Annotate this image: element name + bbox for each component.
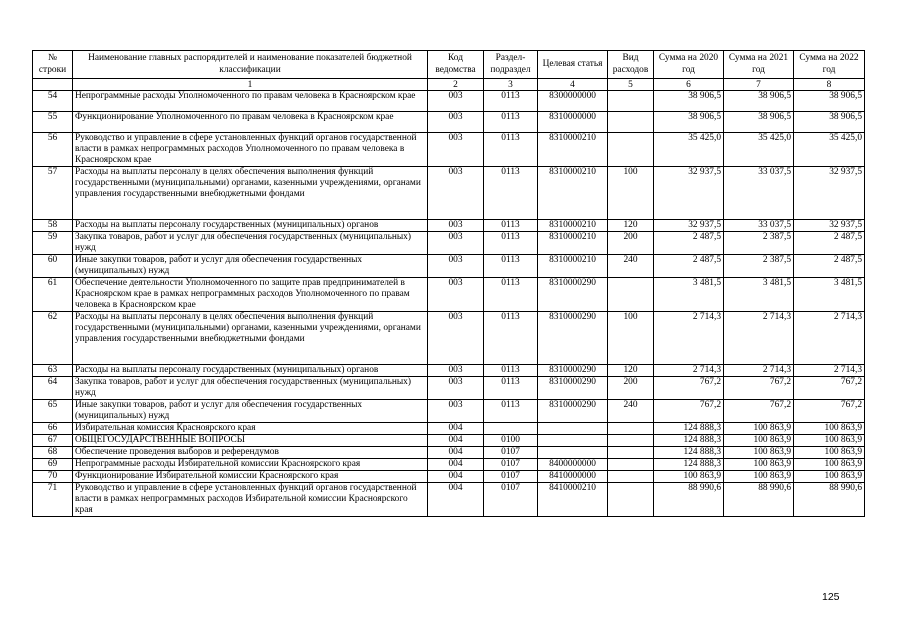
- sum-2022-cell: 3 481,5: [794, 278, 865, 312]
- row-name-cell: Функционирование Уполномоченного по правам человека в Красноярском крае: [73, 112, 428, 133]
- table-row: [33, 232, 865, 255]
- column-number: 6: [654, 79, 724, 91]
- row-number-cell: 62: [33, 312, 73, 365]
- row-number-cell: 61: [33, 278, 73, 312]
- sum-2020-cell: 124 888,3: [654, 435, 724, 447]
- sum-2022-cell: 100 863,9: [794, 447, 865, 459]
- row-number-cell: 68: [33, 447, 73, 459]
- section-cell: 0113: [484, 220, 538, 232]
- department-code-cell: 003: [428, 91, 484, 112]
- department-code-cell: 003: [428, 255, 484, 278]
- sum-2021-cell: 2 387,5: [724, 255, 794, 278]
- expense-type-cell: 120: [608, 365, 654, 377]
- row-name-cell: Непрограммные расходы Уполномоченного по правам человека в Красноярском крае: [73, 91, 428, 112]
- row-name-cell: Иные закупки товаров, работ и услуг для обеспечения государственных (муниципальных) нужд: [73, 255, 428, 278]
- sum-2021-cell: 2 387,5: [724, 232, 794, 255]
- column-number: 3: [484, 79, 538, 91]
- target-article-cell: [538, 423, 608, 435]
- section-cell: 0113: [484, 91, 538, 112]
- row-name-cell: Обеспечение деятельности Уполномоченного по защите прав предпринимателей в Красноярском крае в рамках непрограммных расходов Уполномоченного по правам человека в Красноярском крае: [73, 278, 428, 312]
- row-number-cell: 58: [33, 220, 73, 232]
- sum-2022-cell: 38 906,5: [794, 112, 865, 133]
- table-row: [33, 471, 865, 483]
- section-cell: 0113: [484, 365, 538, 377]
- expense-type-cell: 100: [608, 312, 654, 365]
- table-row: [33, 133, 865, 167]
- section-cell: 0113: [484, 312, 538, 365]
- sum-2020-cell: 124 888,3: [654, 423, 724, 435]
- sum-2020-cell: 32 937,5: [654, 167, 724, 220]
- sum-2022-cell: 100 863,9: [794, 435, 865, 447]
- row-number-cell: 69: [33, 459, 73, 471]
- sum-2020-cell: 767,2: [654, 400, 724, 423]
- sum-2021-cell: 35 425,0: [724, 133, 794, 167]
- department-code-cell: 004: [428, 435, 484, 447]
- department-code-cell: 003: [428, 112, 484, 133]
- sum-2021-cell: 2 714,3: [724, 365, 794, 377]
- sum-2020-cell: 767,2: [654, 377, 724, 400]
- row-name-cell: Обеспечение проведения выборов и референдумов: [73, 447, 428, 459]
- table-row: [33, 435, 865, 447]
- row-number-cell: 71: [33, 483, 73, 517]
- sum-2022-cell: 2 487,5: [794, 255, 865, 278]
- table-row: [33, 91, 865, 112]
- row-name-cell: Функционирование Избирательной комиссии Красноярского края: [73, 471, 428, 483]
- target-article-cell: 8310000210: [538, 255, 608, 278]
- column-number-row: [33, 79, 865, 91]
- table-row: [33, 278, 865, 312]
- department-code-cell: 004: [428, 459, 484, 471]
- row-name-cell: Руководство и управление в сфере установленных функций органов государственной власти в рамках непрограммных расходов Избирательной комиссии Красноярского края: [73, 483, 428, 517]
- row-name-cell: Руководство и управление в сфере установленных функций органов государственной власти в рамках непрограммных расходов Уполномоченного по правам человека в Красноярском крае: [73, 133, 428, 167]
- sum-2021-cell: 88 990,6: [724, 483, 794, 517]
- sum-2021-cell: 100 863,9: [724, 423, 794, 435]
- department-code-cell: 003: [428, 167, 484, 220]
- department-code-cell: 003: [428, 400, 484, 423]
- header-row: [33, 51, 865, 79]
- expense-type-cell: 240: [608, 255, 654, 278]
- header-expense-type: Вид расходов: [608, 51, 654, 79]
- expense-type-cell: [608, 423, 654, 435]
- column-number: 2: [428, 79, 484, 91]
- column-number: 1: [73, 79, 428, 91]
- sum-2020-cell: 100 863,9: [654, 471, 724, 483]
- table-row: [33, 167, 865, 220]
- row-number-cell: 57: [33, 167, 73, 220]
- sum-2022-cell: 32 937,5: [794, 167, 865, 220]
- sum-2020-cell: 38 906,5: [654, 91, 724, 112]
- column-number: 5: [608, 79, 654, 91]
- row-name-cell: ОБЩЕГОСУДАРСТВЕННЫЕ ВОПРОСЫ: [73, 435, 428, 447]
- budget-table: [32, 50, 865, 517]
- table-row: [33, 220, 865, 232]
- sum-2020-cell: 2 714,3: [654, 312, 724, 365]
- target-article-cell: 8310000210: [538, 133, 608, 167]
- sum-2022-cell: 2 487,5: [794, 232, 865, 255]
- expense-type-cell: 200: [608, 232, 654, 255]
- expense-type-cell: [608, 471, 654, 483]
- header-sum-2020: Сумма на 2020 год: [654, 51, 724, 79]
- table-body: [33, 91, 865, 517]
- header-department-code: Код ведомства: [428, 51, 484, 79]
- section-cell: 0113: [484, 377, 538, 400]
- sum-2021-cell: 38 906,5: [724, 112, 794, 133]
- sum-2021-cell: 2 714,3: [724, 312, 794, 365]
- expense-type-cell: 100: [608, 167, 654, 220]
- header-target-article: Целевая статья: [538, 51, 608, 79]
- target-article-cell: 8410000210: [538, 483, 608, 517]
- expense-type-cell: [608, 278, 654, 312]
- row-name-cell: Непрограммные расходы Избирательной комиссии Красноярского края: [73, 459, 428, 471]
- expense-type-cell: [608, 112, 654, 133]
- sum-2020-cell: 38 906,5: [654, 112, 724, 133]
- sum-2020-cell: 2 487,5: [654, 255, 724, 278]
- sum-2020-cell: 3 481,5: [654, 278, 724, 312]
- section-cell: 0113: [484, 278, 538, 312]
- table-row: [33, 112, 865, 133]
- section-cell: 0113: [484, 232, 538, 255]
- expense-type-cell: [608, 133, 654, 167]
- section-cell: 0107: [484, 447, 538, 459]
- section-cell: 0113: [484, 112, 538, 133]
- row-number-cell: 63: [33, 365, 73, 377]
- target-article-cell: [538, 435, 608, 447]
- expense-type-cell: 120: [608, 220, 654, 232]
- row-name-cell: Расходы на выплаты персоналу государственных (муниципальных) органов: [73, 365, 428, 377]
- department-code-cell: 003: [428, 312, 484, 365]
- department-code-cell: 003: [428, 220, 484, 232]
- table-row: [33, 312, 865, 365]
- sum-2022-cell: 38 906,5: [794, 91, 865, 112]
- sum-2022-cell: 35 425,0: [794, 133, 865, 167]
- sum-2020-cell: 2 714,3: [654, 365, 724, 377]
- sum-2021-cell: 767,2: [724, 400, 794, 423]
- section-cell: 0107: [484, 483, 538, 517]
- sum-2022-cell: 100 863,9: [794, 459, 865, 471]
- target-article-cell: 8310000290: [538, 312, 608, 365]
- row-name-cell: Закупка товаров, работ и услуг для обеспечения государственных (муниципальных) нужд: [73, 232, 428, 255]
- department-code-cell: 003: [428, 278, 484, 312]
- sum-2022-cell: 2 714,3: [794, 312, 865, 365]
- target-article-cell: 8410000000: [538, 471, 608, 483]
- target-article-cell: 8300000000: [538, 91, 608, 112]
- sum-2022-cell: 88 990,6: [794, 483, 865, 517]
- sum-2022-cell: 100 863,9: [794, 471, 865, 483]
- department-code-cell: 003: [428, 365, 484, 377]
- section-cell: 0113: [484, 133, 538, 167]
- target-article-cell: 8310000210: [538, 232, 608, 255]
- sum-2021-cell: 33 037,5: [724, 167, 794, 220]
- sum-2020-cell: 88 990,6: [654, 483, 724, 517]
- department-code-cell: 003: [428, 133, 484, 167]
- target-article-cell: 8310000000: [538, 112, 608, 133]
- sum-2021-cell: 767,2: [724, 377, 794, 400]
- expense-type-cell: [608, 447, 654, 459]
- sum-2022-cell: 2 714,3: [794, 365, 865, 377]
- sum-2022-cell: 767,2: [794, 400, 865, 423]
- table-row: [33, 447, 865, 459]
- sum-2022-cell: 100 863,9: [794, 423, 865, 435]
- department-code-cell: 004: [428, 471, 484, 483]
- sum-2022-cell: 32 937,5: [794, 220, 865, 232]
- expense-type-cell: [608, 483, 654, 517]
- table-row: [33, 365, 865, 377]
- sum-2021-cell: 3 481,5: [724, 278, 794, 312]
- target-article-cell: [538, 447, 608, 459]
- row-number-cell: 54: [33, 91, 73, 112]
- row-name-cell: Избирательная комиссия Красноярского края: [73, 423, 428, 435]
- expense-type-cell: [608, 459, 654, 471]
- section-cell: 0113: [484, 255, 538, 278]
- expense-type-cell: [608, 91, 654, 112]
- row-name-cell: Расходы на выплаты персоналу государственных (муниципальных) органов: [73, 220, 428, 232]
- header-sum-2022: Сумма на 2022 год: [794, 51, 865, 79]
- expense-type-cell: 200: [608, 377, 654, 400]
- row-name-cell: Иные закупки товаров, работ и услуг для обеспечения государственных (муниципальных) нужд: [73, 400, 428, 423]
- sum-2020-cell: 2 487,5: [654, 232, 724, 255]
- column-number: 4: [538, 79, 608, 91]
- row-number-cell: 65: [33, 400, 73, 423]
- target-article-cell: 8400000000: [538, 459, 608, 471]
- expense-type-cell: 240: [608, 400, 654, 423]
- table-row: [33, 255, 865, 278]
- row-number-cell: 64: [33, 377, 73, 400]
- header-row-number: № строки: [33, 51, 73, 79]
- table-row: [33, 423, 865, 435]
- department-code-cell: 004: [428, 483, 484, 517]
- sum-2021-cell: 38 906,5: [724, 91, 794, 112]
- column-number: 7: [724, 79, 794, 91]
- expense-type-cell: [608, 435, 654, 447]
- header-name: Наименование главных распорядителей и наименование показателей бюджетной классификации: [73, 51, 428, 79]
- row-number-cell: 67: [33, 435, 73, 447]
- sum-2021-cell: 100 863,9: [724, 459, 794, 471]
- table-row: [33, 459, 865, 471]
- row-name-cell: Закупка товаров, работ и услуг для обеспечения государственных (муниципальных) нужд: [73, 377, 428, 400]
- sum-2020-cell: 124 888,3: [654, 459, 724, 471]
- section-cell: [484, 423, 538, 435]
- table-row: [33, 377, 865, 400]
- section-cell: 0113: [484, 400, 538, 423]
- row-number-cell: 56: [33, 133, 73, 167]
- header-sum-2021: Сумма на 2021 год: [724, 51, 794, 79]
- department-code-cell: 003: [428, 232, 484, 255]
- department-code-cell: 004: [428, 423, 484, 435]
- row-number-cell: 55: [33, 112, 73, 133]
- department-code-cell: 004: [428, 447, 484, 459]
- row-number-cell: 70: [33, 471, 73, 483]
- row-number-cell: 60: [33, 255, 73, 278]
- sum-2020-cell: 35 425,0: [654, 133, 724, 167]
- page-number: 125: [822, 591, 840, 603]
- column-number-empty: [33, 79, 73, 91]
- sum-2021-cell: 100 863,9: [724, 447, 794, 459]
- row-name-cell: Расходы на выплаты персоналу в целях обеспечения выполнения функций государственными (муниципальными) органами, казенными учреждениями, органами управления государственными внебюджетными фондами: [73, 312, 428, 365]
- section-cell: 0107: [484, 459, 538, 471]
- row-number-cell: 66: [33, 423, 73, 435]
- target-article-cell: 8310000290: [538, 365, 608, 377]
- section-cell: 0107: [484, 471, 538, 483]
- table-row: [33, 483, 865, 517]
- target-article-cell: 8310000290: [538, 278, 608, 312]
- sum-2021-cell: 100 863,9: [724, 471, 794, 483]
- row-name-cell: Расходы на выплаты персоналу в целях обеспечения выполнения функций государственными (муниципальными) органами, казенными учреждениями, органами управления государственными внебюджетными фондами: [73, 167, 428, 220]
- row-number-cell: 59: [33, 232, 73, 255]
- header-section: Раздел-подраздел: [484, 51, 538, 79]
- sum-2021-cell: 100 863,9: [724, 435, 794, 447]
- target-article-cell: 8310000290: [538, 400, 608, 423]
- sum-2020-cell: 124 888,3: [654, 447, 724, 459]
- column-number: 8: [794, 79, 865, 91]
- target-article-cell: 8310000210: [538, 220, 608, 232]
- section-cell: 0113: [484, 167, 538, 220]
- target-article-cell: 8310000290: [538, 377, 608, 400]
- target-article-cell: 8310000210: [538, 167, 608, 220]
- sum-2021-cell: 33 037,5: [724, 220, 794, 232]
- table-row: [33, 400, 865, 423]
- section-cell: 0100: [484, 435, 538, 447]
- department-code-cell: 003: [428, 377, 484, 400]
- sum-2020-cell: 32 937,5: [654, 220, 724, 232]
- sum-2022-cell: 767,2: [794, 377, 865, 400]
